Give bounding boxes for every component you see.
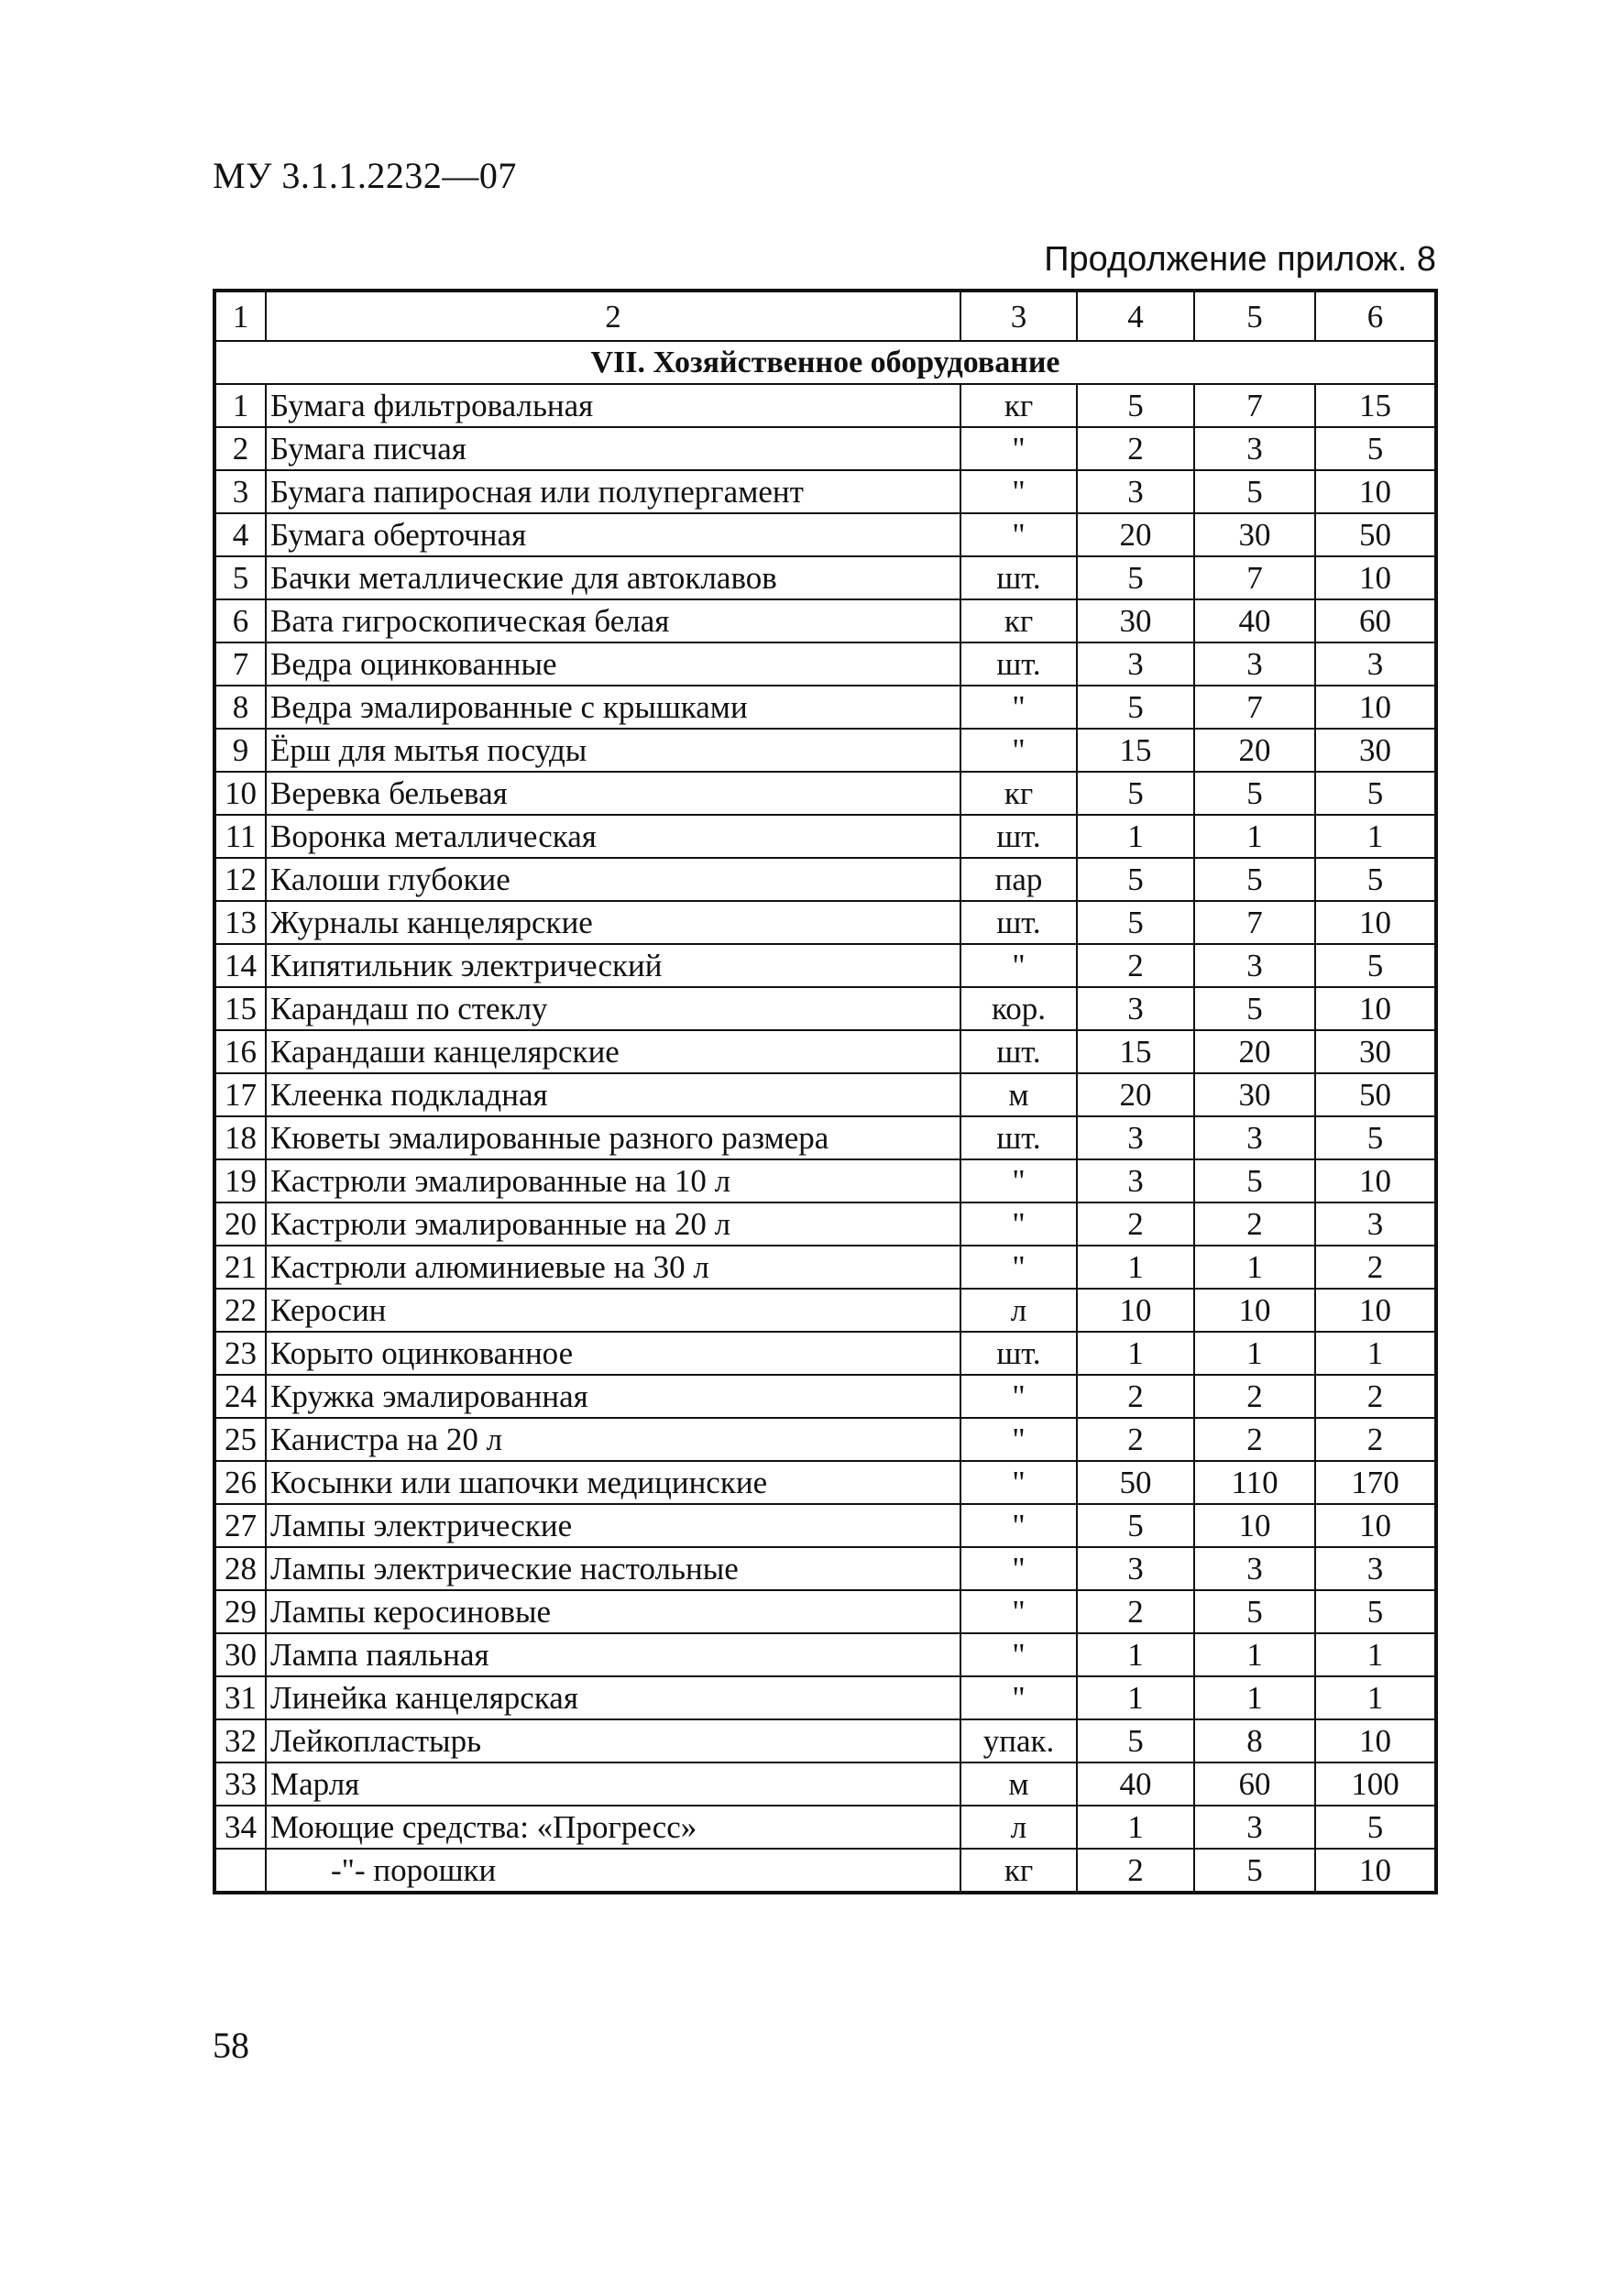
- column-header: 2: [266, 291, 960, 341]
- row-number: 10: [214, 772, 266, 815]
- table-body: [214, 291, 1436, 1893]
- column-header: 4: [1077, 291, 1194, 341]
- table-row: [214, 1547, 1436, 1590]
- qty-col6: 5: [1315, 1116, 1436, 1159]
- qty-col4: 30: [1077, 599, 1194, 642]
- item-name: Ведра оцинкованные: [266, 642, 960, 686]
- qty-col6: 5: [1315, 772, 1436, 815]
- row-number: 15: [214, 987, 266, 1030]
- row-number: 6: [214, 599, 266, 642]
- item-name: Ёрш для мытья посуды: [266, 729, 960, 772]
- qty-col6: 1: [1315, 1332, 1436, 1375]
- qty-col4: 1: [1077, 1332, 1194, 1375]
- table-row: [214, 1590, 1436, 1633]
- qty-col4: 3: [1077, 1547, 1194, 1590]
- item-name: Лампы электрические: [266, 1504, 960, 1547]
- qty-col6: 170: [1315, 1461, 1436, 1504]
- item-unit: шт.: [960, 1332, 1077, 1375]
- qty-col5: 5: [1194, 1590, 1315, 1633]
- item-unit: ": [960, 1633, 1077, 1676]
- qty-col6: 10: [1315, 901, 1436, 944]
- qty-col6: 10: [1315, 1159, 1436, 1202]
- item-unit: ": [960, 1590, 1077, 1633]
- row-number: 34: [214, 1806, 266, 1849]
- qty-col5: 20: [1194, 1030, 1315, 1073]
- qty-col4: 5: [1077, 1719, 1194, 1762]
- row-number: 4: [214, 513, 266, 556]
- item-name: Косынки или шапочки медицинские: [266, 1461, 960, 1504]
- qty-col5: 1: [1194, 815, 1315, 858]
- qty-col5: 3: [1194, 642, 1315, 686]
- qty-col4: 5: [1077, 686, 1194, 729]
- item-name: Бумага папиросная или полупергамент: [266, 470, 960, 513]
- item-unit: шт.: [960, 642, 1077, 686]
- item-name: -"- порошки: [266, 1849, 960, 1893]
- row-number: 5: [214, 556, 266, 599]
- qty-col4: 10: [1077, 1289, 1194, 1332]
- qty-col5: 3: [1194, 1547, 1315, 1590]
- table-row: [214, 1116, 1436, 1159]
- qty-col6: 3: [1315, 1547, 1436, 1590]
- qty-col5: 30: [1194, 513, 1315, 556]
- table-row: [214, 1806, 1436, 1849]
- qty-col6: 10: [1315, 1289, 1436, 1332]
- item-unit: ": [960, 1202, 1077, 1246]
- item-name: Ведра эмалированные с крышками: [266, 686, 960, 729]
- item-name: Веревка бельевая: [266, 772, 960, 815]
- row-number: 27: [214, 1504, 266, 1547]
- row-number: 30: [214, 1633, 266, 1676]
- item-unit: м: [960, 1073, 1077, 1116]
- row-number: 33: [214, 1762, 266, 1806]
- row-number: [214, 1849, 266, 1893]
- row-number: 16: [214, 1030, 266, 1073]
- table-row: [214, 1159, 1436, 1202]
- row-number: 22: [214, 1289, 266, 1332]
- qty-col6: 5: [1315, 944, 1436, 987]
- item-unit: л: [960, 1806, 1077, 1849]
- item-unit: шт.: [960, 1030, 1077, 1073]
- qty-col5: 5: [1194, 470, 1315, 513]
- continuation-label: Продолжение прилож. 8: [1044, 240, 1436, 279]
- qty-col4: 40: [1077, 1762, 1194, 1806]
- row-number: 9: [214, 729, 266, 772]
- item-unit: шт.: [960, 901, 1077, 944]
- qty-col5: 10: [1194, 1504, 1315, 1547]
- table-row: [214, 599, 1436, 642]
- item-unit: ": [960, 1246, 1077, 1289]
- table-row: [214, 513, 1436, 556]
- item-name: Лейкопластырь: [266, 1719, 960, 1762]
- qty-col5: 30: [1194, 1073, 1315, 1116]
- document-code: МУ 3.1.1.2232—07: [213, 155, 517, 196]
- qty-col5: 5: [1194, 772, 1315, 815]
- item-unit: шт.: [960, 815, 1077, 858]
- qty-col4: 2: [1077, 1849, 1194, 1893]
- qty-col6: 1: [1315, 1676, 1436, 1719]
- column-header: 1: [214, 291, 266, 341]
- row-number: 3: [214, 470, 266, 513]
- qty-col4: 3: [1077, 470, 1194, 513]
- qty-col5: 2: [1194, 1418, 1315, 1461]
- table-row: [214, 901, 1436, 944]
- qty-col6: 10: [1315, 1719, 1436, 1762]
- qty-col4: 3: [1077, 987, 1194, 1030]
- item-unit: ": [960, 470, 1077, 513]
- item-unit: упак.: [960, 1719, 1077, 1762]
- column-header: 5: [1194, 291, 1315, 341]
- table-row: [214, 1073, 1436, 1116]
- row-number: 2: [214, 427, 266, 470]
- qty-col5: 3: [1194, 1116, 1315, 1159]
- row-number: 18: [214, 1116, 266, 1159]
- table-row: [214, 686, 1436, 729]
- item-name: Бумага фильтровальная: [266, 384, 960, 427]
- item-name: Карандаш по стеклу: [266, 987, 960, 1030]
- qty-col5: 5: [1194, 858, 1315, 901]
- qty-col4: 1: [1077, 1676, 1194, 1719]
- qty-col5: 7: [1194, 556, 1315, 599]
- item-name: Кастрюли эмалированные на 10 л: [266, 1159, 960, 1202]
- qty-col5: 2: [1194, 1375, 1315, 1418]
- table-row: [214, 1633, 1436, 1676]
- qty-col4: 5: [1077, 1504, 1194, 1547]
- column-header-row: [214, 291, 1436, 341]
- qty-col6: 5: [1315, 1590, 1436, 1633]
- qty-col4: 20: [1077, 513, 1194, 556]
- item-name: Кастрюли алюминиевые на 30 л: [266, 1246, 960, 1289]
- row-number: 24: [214, 1375, 266, 1418]
- qty-col6: 3: [1315, 1202, 1436, 1246]
- table-row: [214, 1332, 1436, 1375]
- qty-col4: 20: [1077, 1073, 1194, 1116]
- table-row: [214, 987, 1436, 1030]
- qty-col5: 1: [1194, 1633, 1315, 1676]
- item-name: Карандаши канцелярские: [266, 1030, 960, 1073]
- qty-col5: 8: [1194, 1719, 1315, 1762]
- section-row: [214, 341, 1436, 384]
- qty-col5: 10: [1194, 1289, 1315, 1332]
- row-number: 21: [214, 1246, 266, 1289]
- item-name: Линейка канцелярская: [266, 1676, 960, 1719]
- item-unit: ": [960, 729, 1077, 772]
- qty-col6: 10: [1315, 470, 1436, 513]
- qty-col6: 50: [1315, 513, 1436, 556]
- row-number: 32: [214, 1719, 266, 1762]
- table-row: [214, 384, 1436, 427]
- qty-col5: 20: [1194, 729, 1315, 772]
- item-unit: кг: [960, 1849, 1077, 1893]
- table-row: [214, 1289, 1436, 1332]
- row-number: 26: [214, 1461, 266, 1504]
- row-number: 17: [214, 1073, 266, 1116]
- row-number: 28: [214, 1547, 266, 1590]
- qty-col5: 3: [1194, 1806, 1315, 1849]
- item-name: Марля: [266, 1762, 960, 1806]
- row-number: 29: [214, 1590, 266, 1633]
- qty-col5: 110: [1194, 1461, 1315, 1504]
- row-number: 11: [214, 815, 266, 858]
- table-row: [214, 642, 1436, 686]
- qty-col4: 3: [1077, 1116, 1194, 1159]
- item-name: Моющие средства: «Прогресс»: [266, 1806, 960, 1849]
- qty-col5: 2: [1194, 1202, 1315, 1246]
- table-row: [214, 729, 1436, 772]
- table-row: [214, 1246, 1436, 1289]
- item-unit: ": [960, 1461, 1077, 1504]
- table-row: [214, 470, 1436, 513]
- qty-col4: 1: [1077, 1633, 1194, 1676]
- qty-col5: 1: [1194, 1676, 1315, 1719]
- qty-col6: 10: [1315, 1504, 1436, 1547]
- item-unit: кор.: [960, 987, 1077, 1030]
- qty-col6: 5: [1315, 427, 1436, 470]
- item-name: Журналы канцелярские: [266, 901, 960, 944]
- qty-col6: 10: [1315, 987, 1436, 1030]
- table-row: [214, 1418, 1436, 1461]
- qty-col6: 10: [1315, 556, 1436, 599]
- table-row: [214, 1849, 1436, 1893]
- qty-col4: 1: [1077, 1246, 1194, 1289]
- qty-col5: 7: [1194, 384, 1315, 427]
- row-number: 1: [214, 384, 266, 427]
- qty-col4: 2: [1077, 944, 1194, 987]
- item-unit: ": [960, 944, 1077, 987]
- qty-col4: 2: [1077, 1202, 1194, 1246]
- item-unit: ": [960, 686, 1077, 729]
- row-number: 8: [214, 686, 266, 729]
- qty-col6: 5: [1315, 1806, 1436, 1849]
- section-title: VII. Хозяйственное оборудование: [214, 341, 1436, 384]
- item-name: Вата гигроскопическая белая: [266, 599, 960, 642]
- qty-col6: 10: [1315, 686, 1436, 729]
- qty-col6: 30: [1315, 729, 1436, 772]
- item-unit: ": [960, 1676, 1077, 1719]
- table-row: [214, 1030, 1436, 1073]
- qty-col5: 7: [1194, 901, 1315, 944]
- qty-col6: 10: [1315, 1849, 1436, 1893]
- item-unit: кг: [960, 599, 1077, 642]
- item-unit: ": [960, 427, 1077, 470]
- qty-col4: 2: [1077, 1590, 1194, 1633]
- item-name: Корыто оцинкованное: [266, 1332, 960, 1375]
- item-name: Керосин: [266, 1289, 960, 1332]
- qty-col6: 2: [1315, 1418, 1436, 1461]
- item-unit: м: [960, 1762, 1077, 1806]
- qty-col4: 2: [1077, 1375, 1194, 1418]
- table-row: [214, 427, 1436, 470]
- qty-col6: 60: [1315, 599, 1436, 642]
- qty-col4: 1: [1077, 1806, 1194, 1849]
- item-unit: ": [960, 1547, 1077, 1590]
- qty-col4: 2: [1077, 1418, 1194, 1461]
- table-row: [214, 1461, 1436, 1504]
- item-name: Бумага писчая: [266, 427, 960, 470]
- table-row: [214, 1719, 1436, 1762]
- qty-col4: 50: [1077, 1461, 1194, 1504]
- qty-col4: 15: [1077, 1030, 1194, 1073]
- qty-col6: 3: [1315, 642, 1436, 686]
- qty-col5: 5: [1194, 1159, 1315, 1202]
- row-number: 13: [214, 901, 266, 944]
- item-name: Кюветы эмалированные разного размера: [266, 1116, 960, 1159]
- row-number: 25: [214, 1418, 266, 1461]
- qty-col6: 2: [1315, 1246, 1436, 1289]
- column-header: 6: [1315, 291, 1436, 341]
- item-name: Канистра на 20 л: [266, 1418, 960, 1461]
- item-unit: л: [960, 1289, 1077, 1332]
- item-name: Клеенка подкладная: [266, 1073, 960, 1116]
- item-name: Кружка эмалированная: [266, 1375, 960, 1418]
- table-row: [214, 1676, 1436, 1719]
- qty-col6: 1: [1315, 815, 1436, 858]
- qty-col6: 50: [1315, 1073, 1436, 1116]
- table-row: [214, 556, 1436, 599]
- table-row: [214, 1375, 1436, 1418]
- column-header: 3: [960, 291, 1077, 341]
- row-number: 23: [214, 1332, 266, 1375]
- item-unit: ": [960, 513, 1077, 556]
- item-name: Лампы керосиновые: [266, 1590, 960, 1633]
- qty-col5: 1: [1194, 1246, 1315, 1289]
- qty-col5: 7: [1194, 686, 1315, 729]
- qty-col5: 3: [1194, 944, 1315, 987]
- item-unit: пар: [960, 858, 1077, 901]
- item-name: Кастрюли эмалированные на 20 л: [266, 1202, 960, 1246]
- item-unit: шт.: [960, 556, 1077, 599]
- equipment-table: [213, 289, 1438, 1894]
- qty-col4: 2: [1077, 427, 1194, 470]
- qty-col6: 2: [1315, 1375, 1436, 1418]
- qty-col4: 15: [1077, 729, 1194, 772]
- table-row: [214, 1202, 1436, 1246]
- qty-col5: 5: [1194, 987, 1315, 1030]
- table-row: [214, 1504, 1436, 1547]
- qty-col5: 60: [1194, 1762, 1315, 1806]
- item-unit: шт.: [960, 1116, 1077, 1159]
- row-number: 31: [214, 1676, 266, 1719]
- row-number: 20: [214, 1202, 266, 1246]
- item-name: Калоши глубокие: [266, 858, 960, 901]
- item-unit: ": [960, 1375, 1077, 1418]
- table-row: [214, 944, 1436, 987]
- item-name: Бачки металлические для автоклавов: [266, 556, 960, 599]
- qty-col5: 1: [1194, 1332, 1315, 1375]
- table-row: [214, 815, 1436, 858]
- table-row: [214, 1762, 1436, 1806]
- qty-col6: 5: [1315, 858, 1436, 901]
- qty-col6: 30: [1315, 1030, 1436, 1073]
- qty-col4: 5: [1077, 556, 1194, 599]
- item-name: Лампа паяльная: [266, 1633, 960, 1676]
- table-row: [214, 772, 1436, 815]
- qty-col6: 15: [1315, 384, 1436, 427]
- item-unit: кг: [960, 772, 1077, 815]
- page-number: 58: [213, 2025, 249, 2066]
- item-unit: ": [960, 1504, 1077, 1547]
- qty-col6: 100: [1315, 1762, 1436, 1806]
- qty-col4: 3: [1077, 642, 1194, 686]
- item-name: Воронка металлическая: [266, 815, 960, 858]
- row-number: 19: [214, 1159, 266, 1202]
- qty-col4: 5: [1077, 772, 1194, 815]
- qty-col4: 5: [1077, 858, 1194, 901]
- table-row: [214, 858, 1436, 901]
- row-number: 12: [214, 858, 266, 901]
- qty-col4: 5: [1077, 901, 1194, 944]
- item-name: Кипятильник электрический: [266, 944, 960, 987]
- qty-col5: 3: [1194, 427, 1315, 470]
- item-unit: ": [960, 1159, 1077, 1202]
- item-unit: кг: [960, 384, 1077, 427]
- row-number: 14: [214, 944, 266, 987]
- item-name: Бумага оберточная: [266, 513, 960, 556]
- qty-col4: 1: [1077, 815, 1194, 858]
- item-unit: ": [960, 1418, 1077, 1461]
- row-number: 7: [214, 642, 266, 686]
- qty-col5: 5: [1194, 1849, 1315, 1893]
- item-name: Лампы электрические настольные: [266, 1547, 960, 1590]
- qty-col4: 3: [1077, 1159, 1194, 1202]
- qty-col6: 1: [1315, 1633, 1436, 1676]
- qty-col5: 40: [1194, 599, 1315, 642]
- qty-col4: 5: [1077, 384, 1194, 427]
